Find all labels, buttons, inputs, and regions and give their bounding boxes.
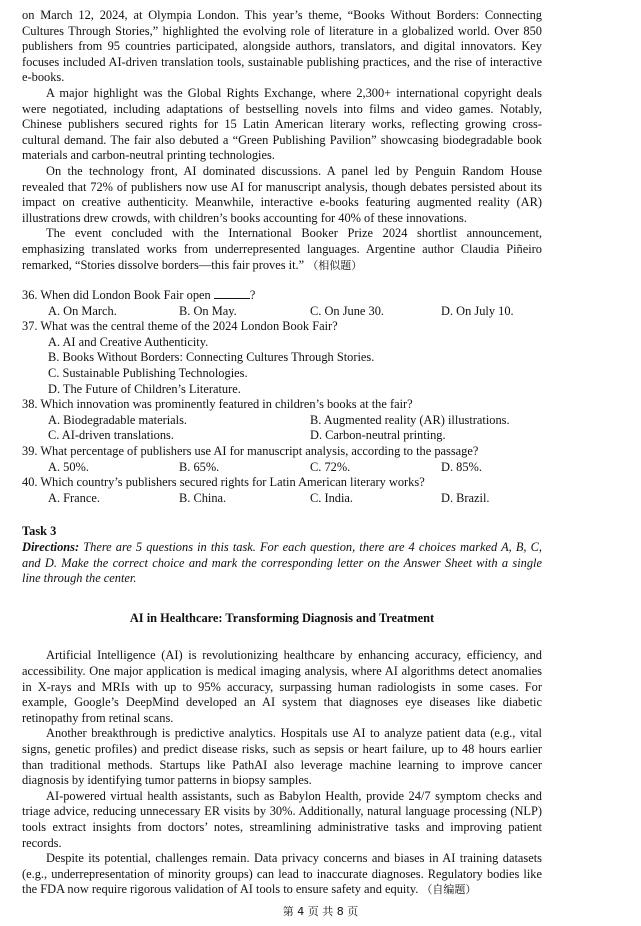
question-37 [22,319,542,397]
passage1-paragraph-2: A major highlight was the Global Rights Exchange, where 2,300+ international copyright deals were negotiated, including adaptations of bestselling novels into films and video games. Notably, Chinese publishers secured rights for 15 Latin American literary works, reflecting growing cross-cultural demand. The fair also debuted a “Green Publishing Pavilion” showcasing biodegradable book materials and carbon-neutral printing technologies. [22,85,542,163]
option-d: D. On July 10. [441,303,514,318]
question-37-stem: 37. What was the central theme of the 2024 London Book Fair? [22,319,338,334]
question-36-end: ? [249,288,256,303]
passage2-paragraph-1: Artificial Intelligence (AI) is revolutionizing healthcare by enhancing accuracy, efficiency, and accessibility. One major application is medical imaging analysis, where AI algorithms detect anomalies in X-rays and MRIs with up to 95% accuracy, surpassing human radiologists in some cases. For example, Google’s DeepMind developed an AI system that diagnoses eye diseases like diabetic retinopathy from retinal scans. [22,648,542,725]
option-a: A. France. [48,490,100,505]
option-a: A. On March. [48,303,117,318]
option-a: A. 50%. [48,459,89,474]
passage1-paragraph-3: On the technology front, AI dominated discussions. A panel led by Penguin Random House revealed that 72% of publishers now use AI for manuscript analysis, though debates persisted about its impact on creative authenticity. Meanwhile, interactive e-books featuring augmented reality (AR) illustrations drew crowds, with children’s books accounting for 40% of these innovations. [22,163,542,225]
task-3-directions [22,540,542,587]
question-36-stem: 36. When did London Book Fair open [22,288,211,303]
task-3-heading: Task 3 [22,524,57,539]
option-d: D. 85%. [441,459,482,474]
question-39-stem: 39. What percentage of publishers use AI for manuscript analysis, according to the passage? [22,444,479,459]
passage1-paragraph-4-text: The event concluded with the International Booker Prize 2024 shortlist announcement, emphasizing translated works from underrepresented languages. Argentine author Claudia Piñeiro remarked, “Stories dissolve borders—this fair proves it.” [22,226,542,272]
option-d: D. The Future of Children’s Literature. [48,381,241,396]
question-38 [22,397,542,444]
option-b: B. China. [179,490,227,505]
option-d: D. Brazil. [441,490,490,505]
source-note: （相似题） [307,258,363,272]
source-note: （自编题） [421,883,477,897]
passage2-paragraph-3: AI-powered virtual health assistants, such as Babylon Health, provide 24/7 symptom checks and triage advice, reducing unnecessary ER visits by 30%. Additionally, natural language processing (NLP) tools extract insights from doctors’ notes, streamlining administrative tasks and improving patient records. [22,788,542,850]
question-39 [22,444,542,475]
passage2-paragraph-2: Another breakthrough is predictive analytics. Hospitals use AI to analyze patient data (e.g., vital signs, genetic profiles) and predict disease risks, such as sepsis or heart failure, up to 48 hours earlier than traditional methods. Startups like PathAI also leverage machine learning to improve cancer diagnosis by identifying tumor patterns in biopsy samples. [22,726,542,788]
option-a: A. Biodegradable materials. [48,412,188,427]
option-b: B. On May. [179,303,237,318]
option-c: C. Sustainable Publishing Technologies. [48,366,248,381]
passage2-title: AI in Healthcare: Transforming Diagnosis and Treatment [129,610,435,625]
question-40-stem: 40. Which country’s publishers secured rights for Latin American literary works? [22,475,425,490]
passage1-paragraph-4 [22,226,542,273]
option-b: B. Books Without Borders: Connecting Cultures Through Stories. [48,350,375,365]
option-c: C. 72%. [310,459,351,474]
option-c: C. On June 30. [310,303,384,318]
answer-blank [214,287,250,299]
exam-page [22,8,542,898]
option-b: B. 65%. [179,459,220,474]
question-38-stem: 38. Which innovation was prominently featured in children’s books at the fair? [22,397,413,412]
question-40 [22,475,542,506]
page-number-footer: 第 4 页 共 8 页 [282,905,359,918]
passage1-paragraph-1: on March 12, 2024, at Olympia London. This year’s theme, “Books Without Borders: Connecting Cultures Through Stories,” highlighted the evolving role of literature in a globalized world. Over 850 publishers from 95 countries participated, alongside authors, translators, and digital innovators. Key focuses included AI-driven translation tools, sustainable publishing practices, and the rise of interactive e-books. [22,8,542,85]
option-a: A. AI and Creative Authenticity. [48,334,209,349]
option-b: B. Augmented reality (AR) illustrations. [310,412,510,427]
directions-label: Directions: [22,540,80,554]
question-36 [22,287,542,319]
passage2-paragraph-4 [22,851,542,898]
option-c: C. India. [310,490,354,505]
directions-text: There are 5 questions in this task. For each question, there are 4 choices marked A, B, C, and D. Make the correct choice and mark the corresponding letter on the Answer Sheet with a single line through the center. [22,540,542,586]
option-c: C. AI-driven translations. [48,428,174,443]
option-d: D. Carbon-neutral printing. [310,428,446,443]
passage2-paragraph-4-text: Despite its potential, challenges remain. Data privacy concerns and biases in AI training datasets (e.g., underrepresentation of minority groups) can lead to inaccurate diagnoses. Regulatory bodies like the FDA now require rigorous validation of AI tools to ensure safety and equity. [22,851,542,897]
